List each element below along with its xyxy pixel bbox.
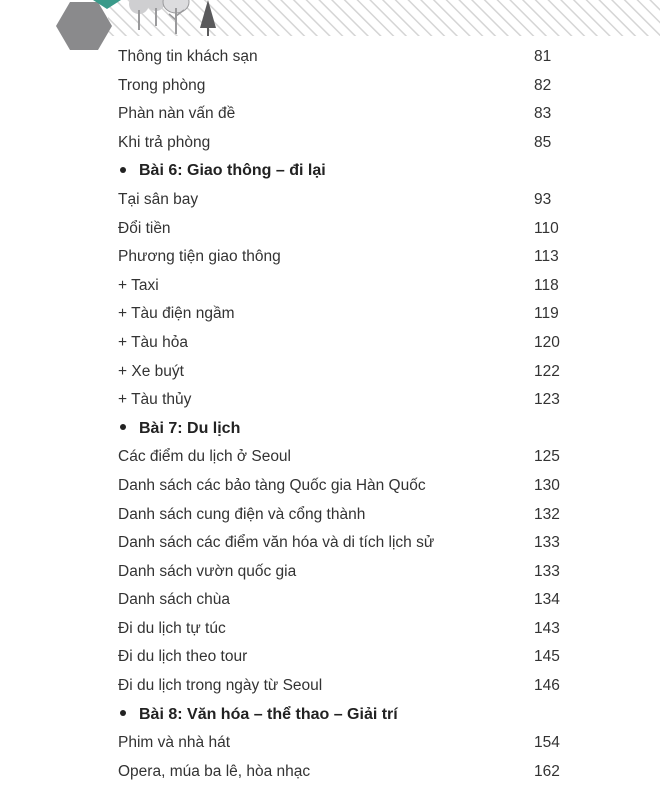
page-number: 82 (534, 76, 552, 94)
section-title (118, 701, 398, 730)
entry-title: Trong phòng (118, 76, 206, 94)
toc-entry (118, 672, 578, 701)
toc-entry (118, 729, 578, 758)
toc-entry (118, 43, 578, 72)
page-number: 162 (534, 762, 560, 780)
entry-title: Danh sách cung điện và cổng thành (118, 505, 366, 523)
toc-section-heading (118, 415, 578, 444)
bullet-icon (120, 424, 126, 430)
toc-entry (118, 529, 578, 558)
page-number: 145 (534, 648, 560, 666)
toc-entry (118, 558, 578, 587)
toc-entry (118, 300, 578, 329)
bullet-icon (120, 167, 126, 173)
entry-title: + Tàu hỏa (118, 333, 188, 351)
entry-title: Phim và nhà hát (118, 734, 231, 752)
toc-entry (118, 72, 578, 101)
entry-title: Opera, múa ba lê, hòa nhạc (118, 762, 311, 780)
entry-title: Đi du lịch tự túc (118, 619, 226, 637)
entry-title: Các điểm du lịch ở Seoul (118, 448, 291, 466)
entry-title: + Taxi (118, 276, 159, 294)
toc-entry (118, 386, 578, 415)
page-number: 132 (534, 505, 560, 523)
toc-entry (118, 443, 578, 472)
toc-section-heading (118, 701, 578, 730)
page-number: 154 (534, 734, 560, 752)
toc-entry (118, 243, 578, 272)
toc-entry (118, 501, 578, 530)
toc-entry (118, 472, 578, 501)
toc-entry (118, 615, 578, 644)
section-title (118, 415, 240, 444)
toc-entry (118, 215, 578, 244)
entry-title: Thông tin khách sạn (118, 48, 258, 65)
page-number: 130 (534, 476, 560, 494)
entry-title: + Tàu điện ngầm (118, 305, 235, 323)
page-number: 120 (534, 333, 560, 351)
page-number: 93 (534, 190, 552, 208)
page-number: 83 (534, 105, 552, 123)
toc-entry (118, 329, 578, 358)
entry-title: + Xe buýt (118, 362, 184, 380)
toc-entry (118, 272, 578, 301)
section-title-text: Bài 8: Văn hóa – thể thao – Giải trí (139, 705, 398, 723)
page-number: 118 (534, 276, 559, 294)
entry-title: Danh sách vườn quốc gia (118, 562, 297, 580)
section-title-text: Bài 7: Du lịch (139, 419, 241, 437)
section-title-text: Bài 6: Giao thông – đi lại (139, 162, 326, 180)
entry-title: Danh sách chùa (118, 591, 231, 609)
page-number: 133 (534, 562, 560, 580)
toc-entry (118, 758, 578, 787)
page-number: 123 (534, 391, 560, 409)
page-number: 143 (534, 619, 560, 637)
toc-entry (118, 186, 578, 215)
page-number: 110 (534, 219, 559, 237)
page-number: 133 (534, 534, 560, 552)
toc-entry (118, 129, 578, 158)
page-number: 85 (534, 133, 552, 151)
toc-entry (118, 358, 578, 387)
page-number: 125 (534, 448, 560, 466)
toc-section-heading (118, 157, 578, 186)
page-number: 113 (534, 248, 559, 266)
entry-title: + Tàu thủy (118, 391, 192, 409)
striped-band (108, 0, 660, 36)
page-number: 134 (534, 591, 560, 609)
entry-title: Khi trả phòng (118, 133, 211, 151)
entry-title: Tại sân bay (118, 190, 199, 208)
entry-title: Đi du lịch trong ngày từ Seoul (118, 677, 323, 695)
entry-title: Phàn nàn vấn đề (118, 105, 236, 123)
entry-title: Danh sách các bảo tàng Quốc gia Hàn Quốc (118, 476, 426, 494)
hexagon-icon (56, 2, 112, 50)
bullet-icon (120, 710, 126, 716)
table-of-contents (118, 43, 578, 786)
page-number: 81 (534, 48, 552, 65)
page-number: 119 (534, 305, 559, 323)
page-number: 146 (534, 677, 560, 695)
entry-title: Danh sách các điểm văn hóa và di tích lịch sử (118, 534, 435, 552)
toc-entry (118, 100, 578, 129)
page-number: 122 (534, 362, 560, 380)
entry-title: Đi du lịch theo tour (118, 648, 248, 666)
toc-entry (118, 586, 578, 615)
section-title (118, 157, 326, 186)
entry-title: Phương tiện giao thông (118, 248, 281, 266)
entry-title: Đổi tiền (118, 219, 171, 237)
toc-entry (118, 643, 578, 672)
